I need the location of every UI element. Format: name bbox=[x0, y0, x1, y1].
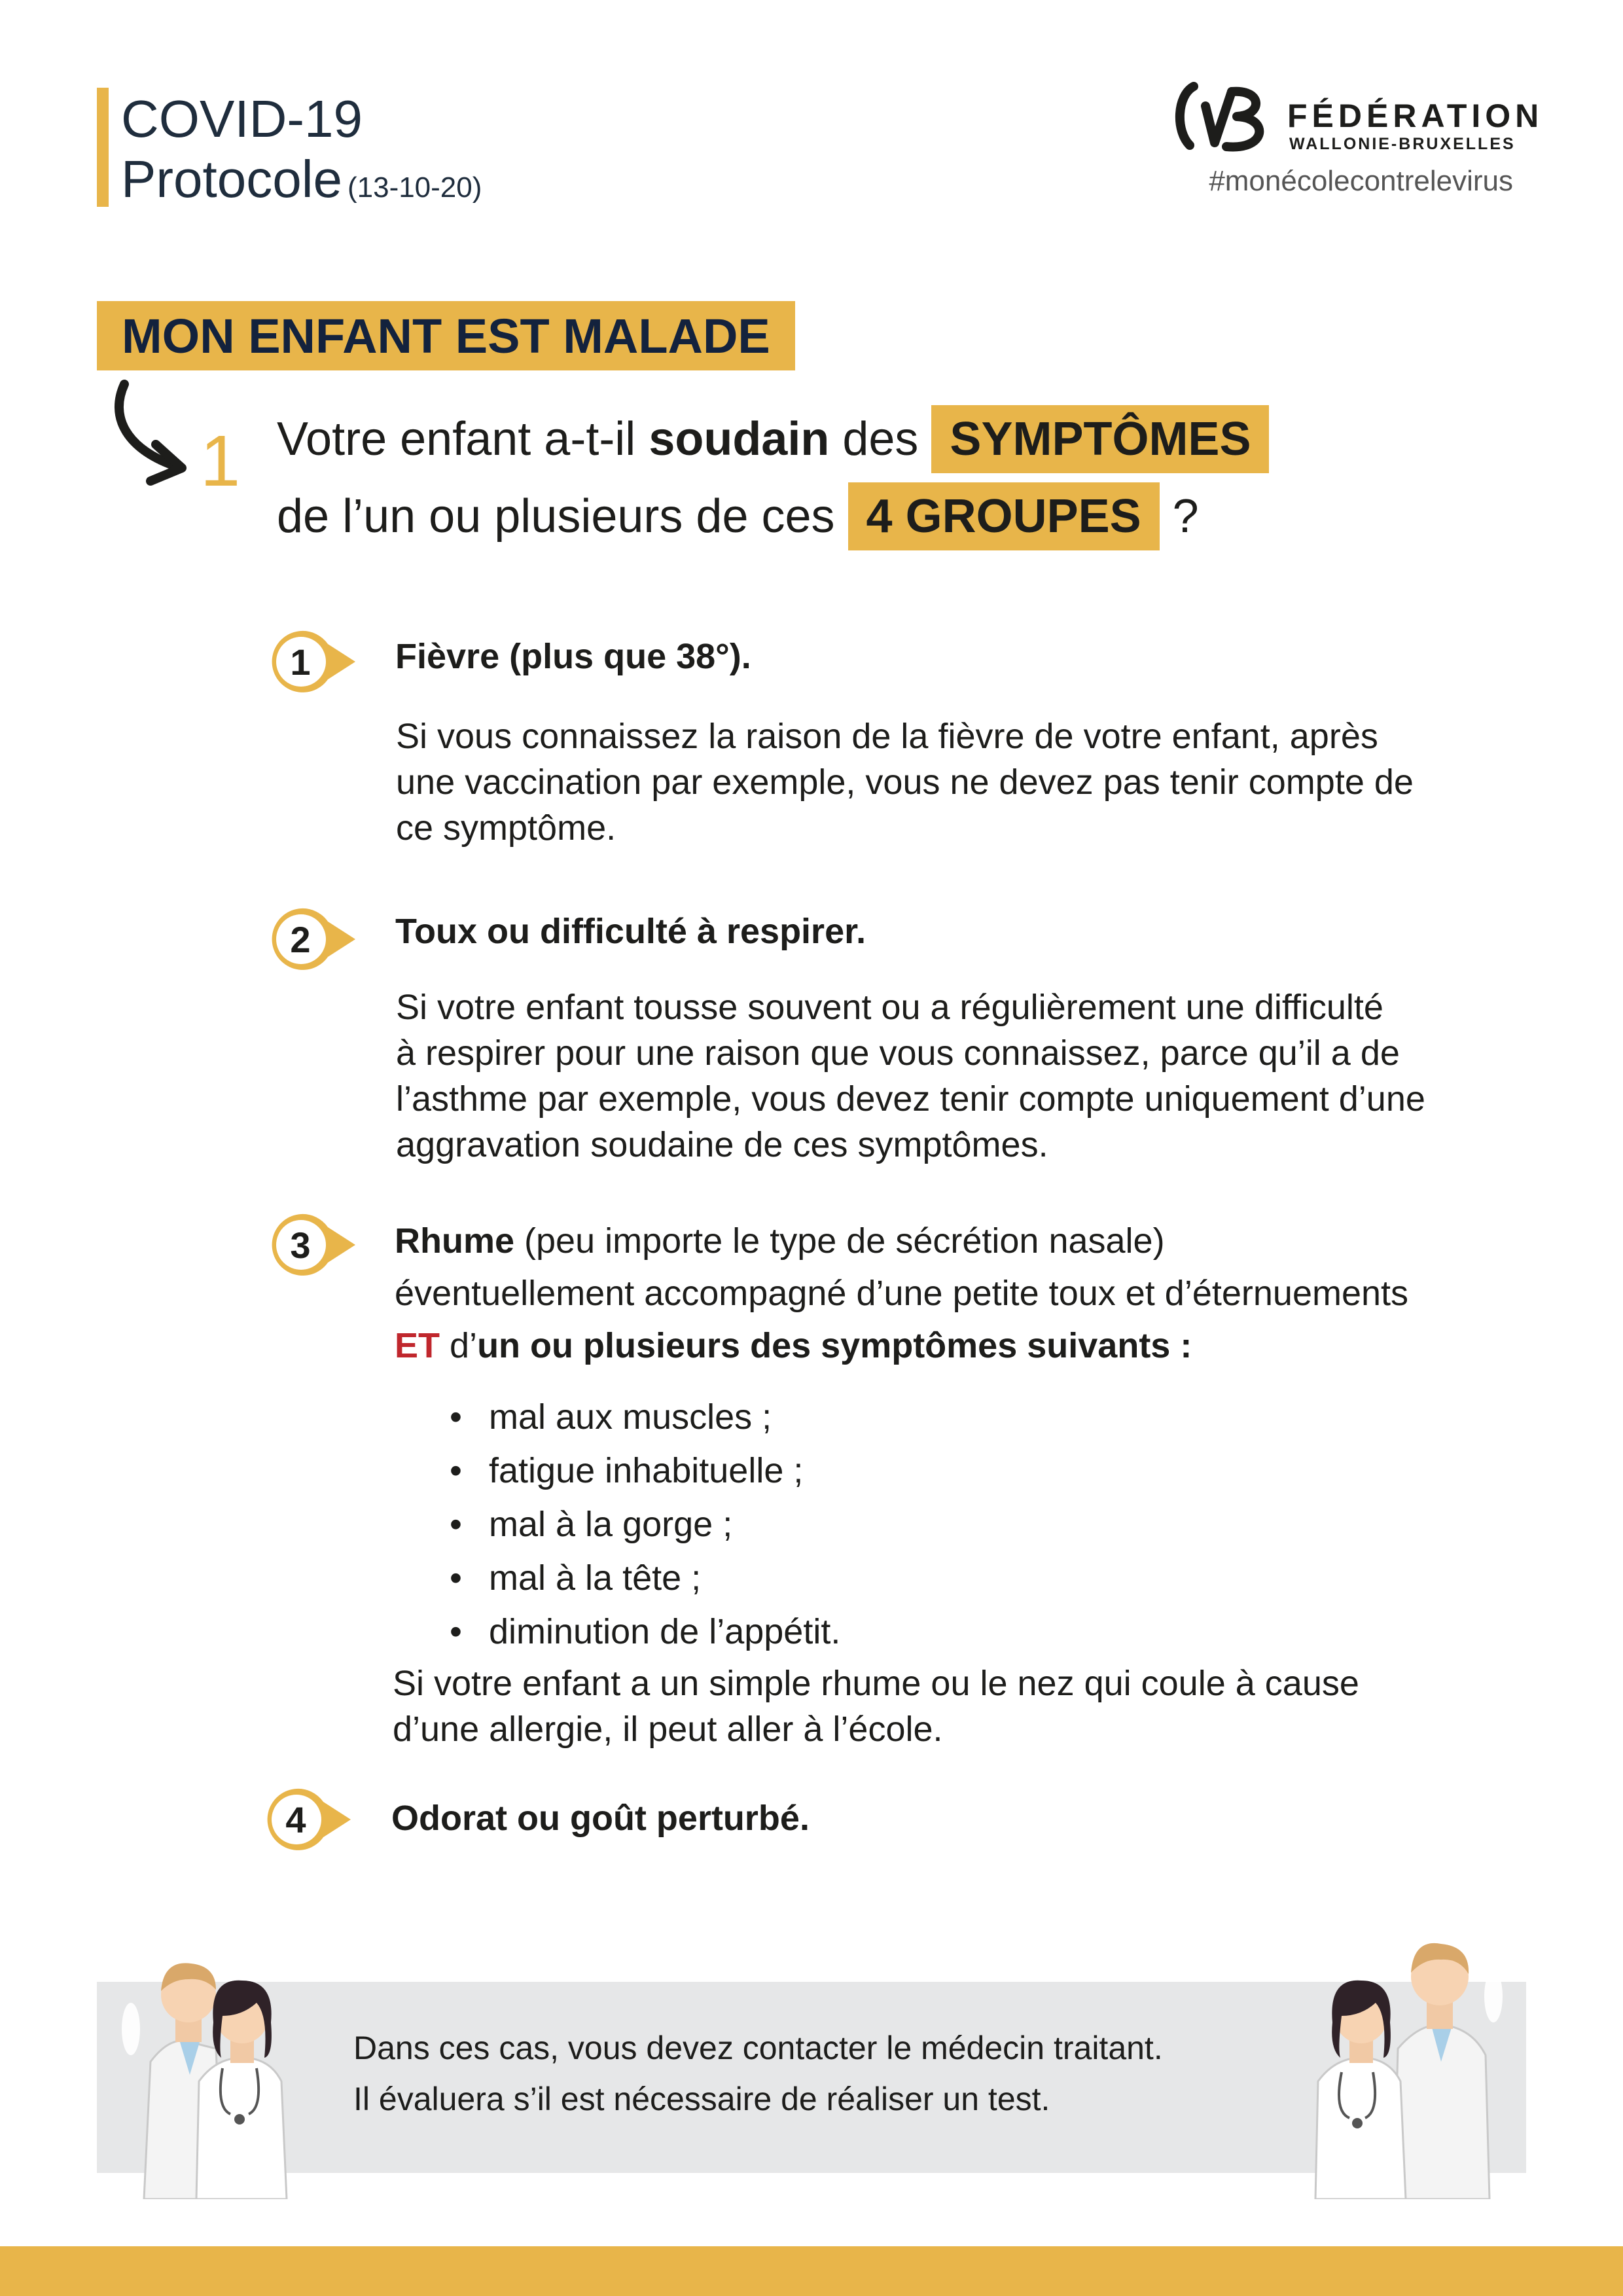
title-line-protocole bbox=[121, 149, 482, 218]
group-badge-1 bbox=[265, 626, 357, 698]
question-text-soudain: soudain bbox=[649, 413, 830, 465]
info-line-2: Il évaluera s’il est nécessaire de réaliser un test. bbox=[353, 2081, 1050, 2117]
question-mark: ? bbox=[1159, 490, 1199, 543]
group-3-note-line: Si votre enfant a un simple rhume ou le nez qui coule à cause bbox=[393, 1664, 1359, 1703]
question-text-a: Votre enfant a-t-il bbox=[277, 413, 649, 465]
group-number-1: 1 bbox=[290, 641, 311, 683]
symptom-list bbox=[447, 1390, 840, 1659]
question-text-des: des bbox=[829, 413, 932, 465]
question-line-1 bbox=[277, 401, 1269, 478]
footer-accent-bar bbox=[0, 2246, 1623, 2296]
list-item: • mal à la gorge ; bbox=[447, 1498, 840, 1551]
group-3-line-2: éventuellement accompagné d’une petite toux et d’éternuements bbox=[395, 1274, 1409, 1313]
info-text bbox=[353, 2022, 1163, 2125]
title-protocole-word: Protocole bbox=[121, 150, 342, 208]
group-2-title: Toux ou difficulté à respirer. bbox=[395, 912, 866, 951]
question-line-2 bbox=[277, 478, 1269, 555]
title-line-covid: COVID-19 bbox=[121, 90, 363, 148]
group-3-note-line: d’une allergie, il peut aller à l’école. bbox=[393, 1710, 943, 1749]
group-number-3: 3 bbox=[290, 1224, 311, 1266]
logo-text-wallonie-bruxelles: WALLONIE-BRUXELLES bbox=[1289, 135, 1516, 153]
group-3-line-3-bold: un ou plusieurs des symptômes suivants : bbox=[477, 1326, 1192, 1365]
question bbox=[277, 401, 1269, 555]
group-1-text bbox=[396, 713, 1522, 851]
group-badge-2 bbox=[265, 903, 357, 975]
group-badge-4 bbox=[260, 1784, 352, 1856]
list-item: • diminution de l’appétit. bbox=[447, 1605, 840, 1659]
group-3-text bbox=[395, 1215, 1408, 1372]
group-3-line-1 bbox=[395, 1215, 1408, 1267]
protocol-title bbox=[121, 89, 482, 218]
logo-text-federation: FÉDÉRATION bbox=[1287, 98, 1544, 134]
hashtag: #monécolecontrelevirus bbox=[1209, 165, 1513, 197]
list-item: • mal aux muscles ; bbox=[447, 1390, 840, 1444]
protocol-date: (13-10-20) bbox=[347, 171, 482, 204]
curved-arrow-icon bbox=[105, 376, 196, 488]
highlight-symptomes: SYMPTÔMES bbox=[931, 405, 1269, 473]
et-emphasis: ET bbox=[395, 1326, 440, 1365]
highlight-4-groupes: 4 GROUPES bbox=[848, 482, 1160, 550]
list-item: • fatigue inhabituelle ; bbox=[447, 1444, 840, 1498]
header-accent-bar bbox=[97, 88, 109, 207]
group-3-line-3 bbox=[395, 1319, 1408, 1372]
info-line-1: Dans ces cas, vous devez contacter le médecin traitant. bbox=[353, 2030, 1163, 2066]
step-number: 1 bbox=[200, 421, 241, 501]
group-1-title: Fièvre (plus que 38°). bbox=[395, 637, 751, 676]
group-3-title-rest: (peu importe le type de sécrétion nasale) bbox=[514, 1221, 1165, 1261]
group-3-line-3-mid: d’ bbox=[440, 1326, 478, 1365]
group-number-2: 2 bbox=[290, 918, 311, 960]
federation-logo bbox=[1171, 80, 1544, 158]
group-badge-3 bbox=[265, 1209, 357, 1281]
group-2-line: aggravation soudaine de ces symptômes. bbox=[396, 1125, 1048, 1164]
main-title: MON ENFANT EST MALADE bbox=[97, 301, 795, 370]
group-3-title: Rhume bbox=[395, 1221, 515, 1261]
list-item: • mal à la tête ; bbox=[447, 1551, 840, 1605]
group-2-line: Si votre enfant tousse souvent ou a régulièrement une difficulté bbox=[396, 988, 1383, 1027]
group-3-note bbox=[393, 1660, 1518, 1752]
group-4-title: Odorat ou goût perturbé. bbox=[391, 1799, 810, 1838]
group-2-text bbox=[396, 984, 1522, 1168]
question-text-groups: de l’un ou plusieurs de ces bbox=[277, 490, 848, 543]
doctors-illustration-icon bbox=[118, 1918, 314, 2199]
group-2-line: à respirer pour une raison que vous connaissez, parce qu’il a de bbox=[396, 1033, 1400, 1073]
group-1-line: une vaccination par exemple, vous ne devez pas tenir compte de bbox=[396, 762, 1414, 802]
group-1-line: ce symptôme. bbox=[396, 808, 616, 848]
group-number-4: 4 bbox=[285, 1799, 306, 1840]
federation-logo-mark bbox=[1171, 80, 1276, 158]
doctors-illustration-icon bbox=[1296, 1918, 1505, 2199]
group-2-line: l’asthme par exemple, vous devez tenir compte uniquement d’une bbox=[396, 1079, 1425, 1119]
group-1-line: Si vous connaissez la raison de la fièvre de votre enfant, après bbox=[396, 717, 1378, 756]
